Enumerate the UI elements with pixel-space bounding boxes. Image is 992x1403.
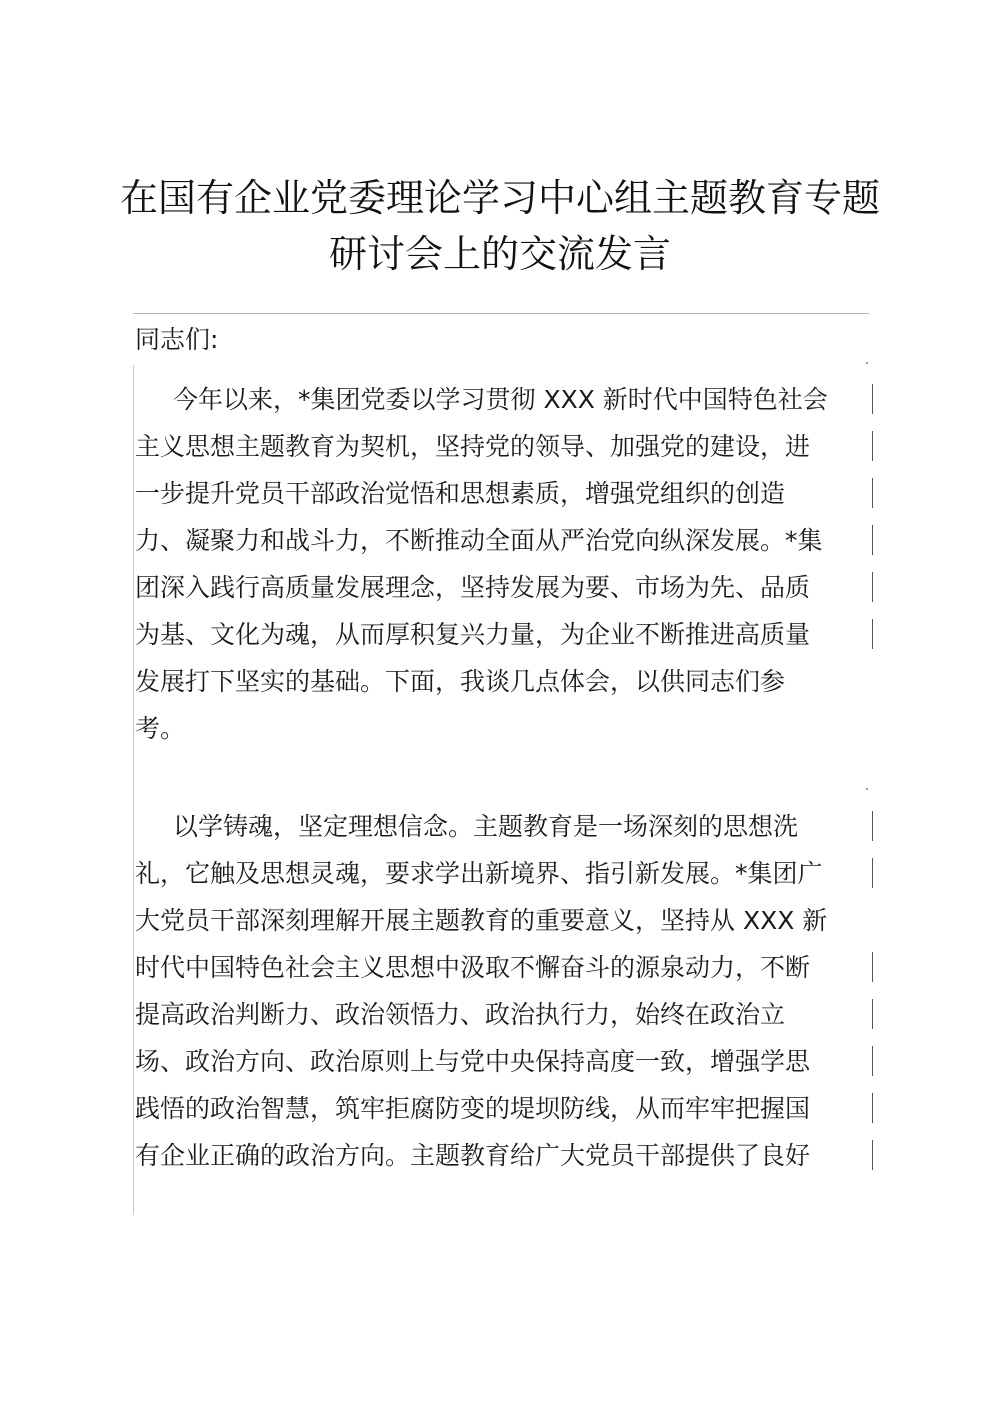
paragraph-line: 场、政治方向、政治原则上与党中央保持高度一致，增强学思	[135, 1038, 871, 1085]
paragraph-line: 有企业正确的政治方向。主题教育给广大党员干部提供了良好	[135, 1132, 871, 1179]
salutation: 同志们:	[135, 325, 219, 354]
left-margin-rule	[133, 365, 134, 1215]
paragraph-line: 时代中国特色社会主义思想中汲取不懈奋斗的源泉动力，不断	[135, 944, 871, 991]
document-title	[100, 170, 900, 282]
paragraph-line: 主义思想主题教育为契机，坚持党的领导、加强党的建设，进	[135, 423, 871, 470]
paragraph-line: 礼，它触及思想灵魂，要求学出新境界、指引新发展。*集团广	[135, 850, 871, 897]
paragraph-line: 考。	[135, 714, 186, 743]
paragraph-line: 力、凝聚力和战斗力，不断推动全面从严治党向纵深发展。*集	[135, 517, 871, 564]
title-line-1: 在国有企业党委理论学习中心组主题教育专题	[119, 176, 880, 220]
corner-mark	[866, 362, 868, 364]
paragraph-line: 大党员干部深刻理解开展主题教育的重要意义，坚持从 XXX 新	[135, 906, 828, 935]
top-divider	[133, 313, 869, 314]
title-line-2: 研讨会上的交流发言	[328, 232, 671, 276]
paragraph-line: 一步提升党员干部政治觉悟和思想素质，增强党组织的创造	[135, 470, 871, 517]
paragraph-2	[135, 803, 871, 1179]
paragraph-line: 以学铸魂，坚定理想信念。主题教育是一场深刻的思想洗	[135, 803, 871, 850]
paragraph-line: 今年以来，*集团党委以学习贯彻 XXX 新时代中国特色社会	[135, 376, 871, 423]
paragraph-line: 团深入践行高质量发展理念，坚持发展为要、市场为先、品质	[135, 564, 871, 611]
paragraph-line: 践悟的政治智慧，筑牢拒腐防变的堤坝防线，从而牢牢把握国	[135, 1085, 871, 1132]
paragraph-1	[135, 376, 871, 752]
paragraph-line: 发展打下坚实的基础。下面，我谈几点体会，以供同志们参	[135, 667, 786, 696]
paragraph-line: 提高政治判断力、政治领悟力、政治执行力，始终在政治立	[135, 991, 871, 1038]
paragraph-line: 为基、文化为魂，从而厚积复兴力量，为企业不断推进高质量	[135, 611, 871, 658]
corner-mark	[866, 788, 868, 790]
